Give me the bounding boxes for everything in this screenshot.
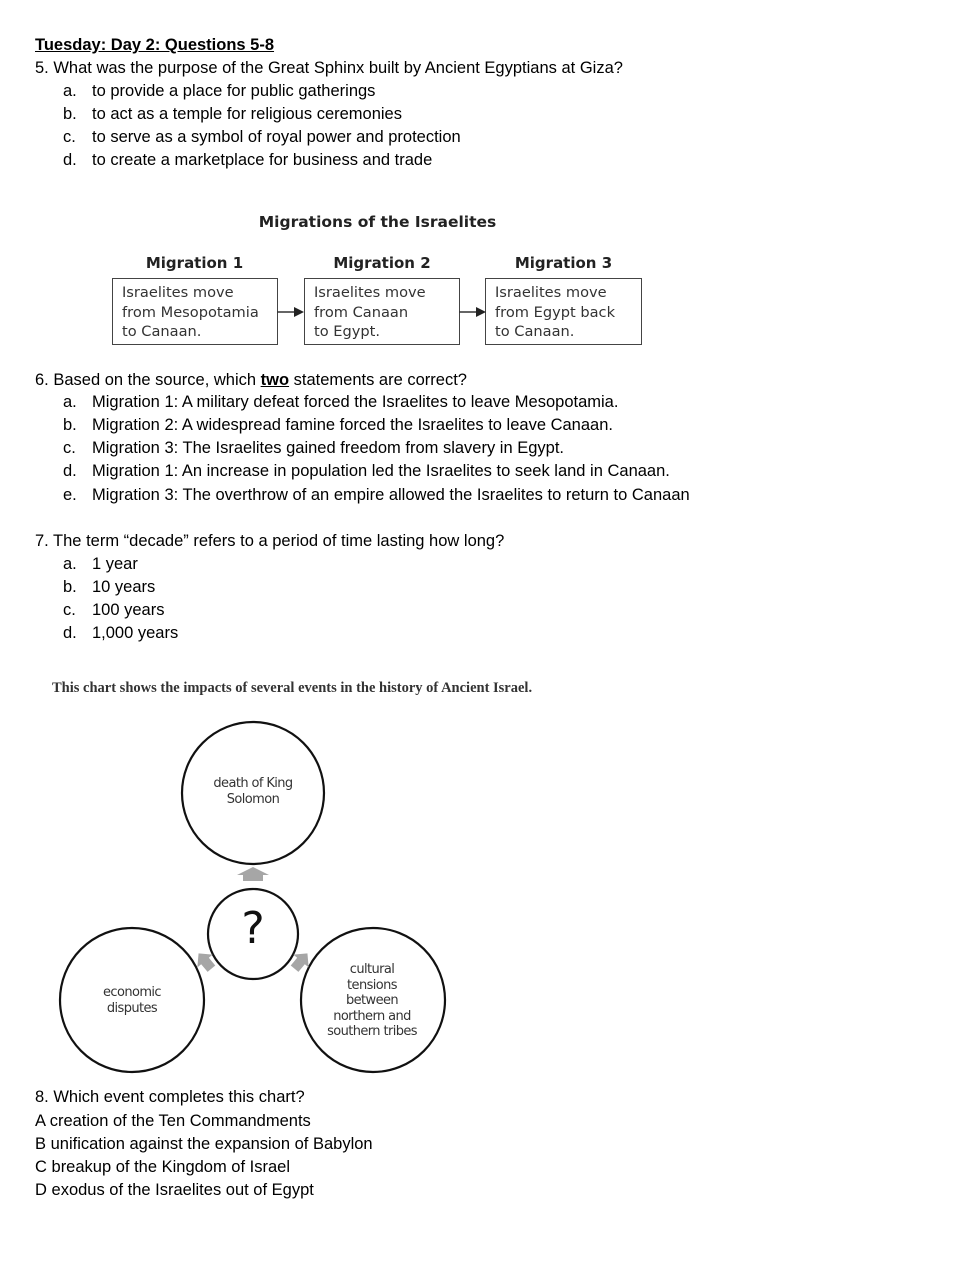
q5-prompt: 5. What was the purpose of the Great Sphinx built by Ancient Egyptians at Giza? — [35, 59, 623, 77]
q7-option-c — [63, 599, 164, 622]
box-line: from Canaan — [314, 303, 409, 321]
box-line: from Mesopotamia — [122, 303, 259, 321]
top-circle-label — [183, 776, 323, 807]
arrow-right-icon — [458, 302, 488, 322]
migration-1-label: Migration 1 — [145, 254, 244, 272]
option-text: exodus of the Israelites out of Egypt — [51, 1181, 314, 1199]
option-letter: d. — [63, 624, 77, 642]
q8-option-d — [35, 1179, 314, 1202]
right-circle-label — [302, 962, 442, 1040]
label-line: death of King — [213, 776, 293, 791]
label-line: between — [345, 993, 398, 1008]
option-text: creation of the Ten Commandments — [49, 1112, 311, 1130]
label-line: cultural — [349, 962, 395, 977]
migrations-title: Migrations of the Israelites — [258, 213, 497, 231]
q7-option-a — [63, 553, 138, 576]
q6-option-c — [63, 437, 564, 460]
impact-chart-caption: This chart shows the impacts of several events in the history of Ancient Israel. — [52, 680, 533, 696]
q6-option-e — [63, 484, 690, 507]
q6-prompt — [35, 369, 467, 392]
option-letter: c. — [63, 128, 76, 146]
box-line: to Egypt. — [314, 323, 381, 340]
arrow-up-icon — [237, 867, 269, 881]
option-letter: a. — [63, 555, 77, 573]
label-line: economic — [103, 985, 161, 1000]
left-circle-label — [62, 985, 202, 1016]
option-letter: b. — [63, 105, 77, 123]
q8-option-a — [35, 1110, 311, 1133]
prompt-text: 6. Based on the source, which — [35, 371, 261, 389]
option-letter: d. — [63, 462, 77, 480]
migration-2-box — [304, 278, 460, 345]
label-line: Solomon — [226, 791, 280, 807]
label-line: southern tribes — [327, 1024, 417, 1039]
q5-option-a — [63, 80, 375, 103]
option-letter: A — [35, 1112, 46, 1130]
q7-prompt: 7. The term “decade” refers to a period of time lasting how long? — [35, 532, 505, 550]
prompt-emphasis: two — [260, 371, 290, 389]
box-line: Israelites move — [314, 284, 426, 301]
option-letter: d. — [63, 151, 77, 169]
option-text: to serve as a symbol of royal power and protection — [92, 128, 461, 146]
migration-2-label: Migration 2 — [333, 254, 431, 272]
label-line: tensions — [347, 977, 397, 993]
arrow-right-icon — [276, 302, 306, 322]
option-text: Migration 2: A widespread famine forced the Israelites to leave Canaan. — [92, 416, 613, 434]
box-line: to Canaan. — [122, 323, 202, 340]
box-line: to Canaan. — [495, 323, 575, 340]
migration-1-box — [112, 278, 278, 345]
q8-option-b — [35, 1133, 373, 1156]
option-text: 1,000 years — [92, 624, 179, 642]
q6-option-a — [63, 391, 618, 414]
option-letter: a. — [63, 393, 77, 411]
option-text: to act as a temple for religious ceremonies — [92, 105, 402, 123]
box-line: Israelites move — [495, 284, 607, 301]
prompt-text: statements are correct? — [289, 371, 467, 389]
q8-option-c — [35, 1156, 290, 1179]
option-text: Migration 1: An increase in population led the Israelites to seek land in Canaan. — [92, 462, 670, 480]
option-letter: c. — [63, 439, 76, 457]
page-heading: Tuesday: Day 2: Questions 5-8 — [35, 36, 275, 54]
option-text: to provide a place for public gatherings — [92, 82, 376, 100]
label-line: northern and — [333, 1008, 411, 1024]
box-line: from Egypt back — [495, 303, 616, 321]
center-question-mark: ? — [241, 903, 265, 954]
option-text: unification against the expansion of Babylon — [50, 1135, 373, 1153]
q6-option-b — [63, 414, 613, 437]
option-text: breakup of the Kingdom of Israel — [51, 1158, 290, 1176]
q5-option-c — [63, 126, 461, 149]
q5-option-b — [63, 103, 402, 126]
option-text: Migration 3: The overthrow of an empire allowed the Israelites to return to Canaan — [92, 486, 690, 504]
option-text: 1 year — [92, 555, 138, 573]
option-letter: e. — [63, 486, 77, 504]
option-text: 100 years — [92, 601, 165, 619]
option-letter: D — [35, 1181, 47, 1199]
q6-option-d — [63, 460, 670, 483]
option-letter: a. — [63, 82, 77, 100]
label-line: disputes — [106, 1000, 158, 1016]
option-letter: b. — [63, 578, 77, 596]
option-letter: B — [35, 1135, 47, 1153]
migration-3-box — [485, 278, 642, 345]
box-line: Israelites move — [122, 284, 234, 301]
q8-prompt: 8. Which event completes this chart? — [35, 1088, 305, 1106]
option-text: to create a marketplace for business and trade — [92, 151, 433, 169]
option-letter: c. — [63, 601, 76, 619]
q5-option-d — [63, 149, 432, 172]
q7-option-b — [63, 576, 155, 599]
option-text: Migration 1: A military defeat forced the Israelites to leave Mesopotamia. — [92, 393, 619, 411]
option-letter: b. — [63, 416, 77, 434]
option-text: Migration 3: The Israelites gained freedom from slavery in Egypt. — [92, 439, 564, 457]
migration-3-label: Migration 3 — [514, 254, 613, 272]
q7-option-d — [63, 622, 178, 645]
option-text: 10 years — [92, 578, 156, 596]
option-letter: C — [35, 1158, 47, 1176]
